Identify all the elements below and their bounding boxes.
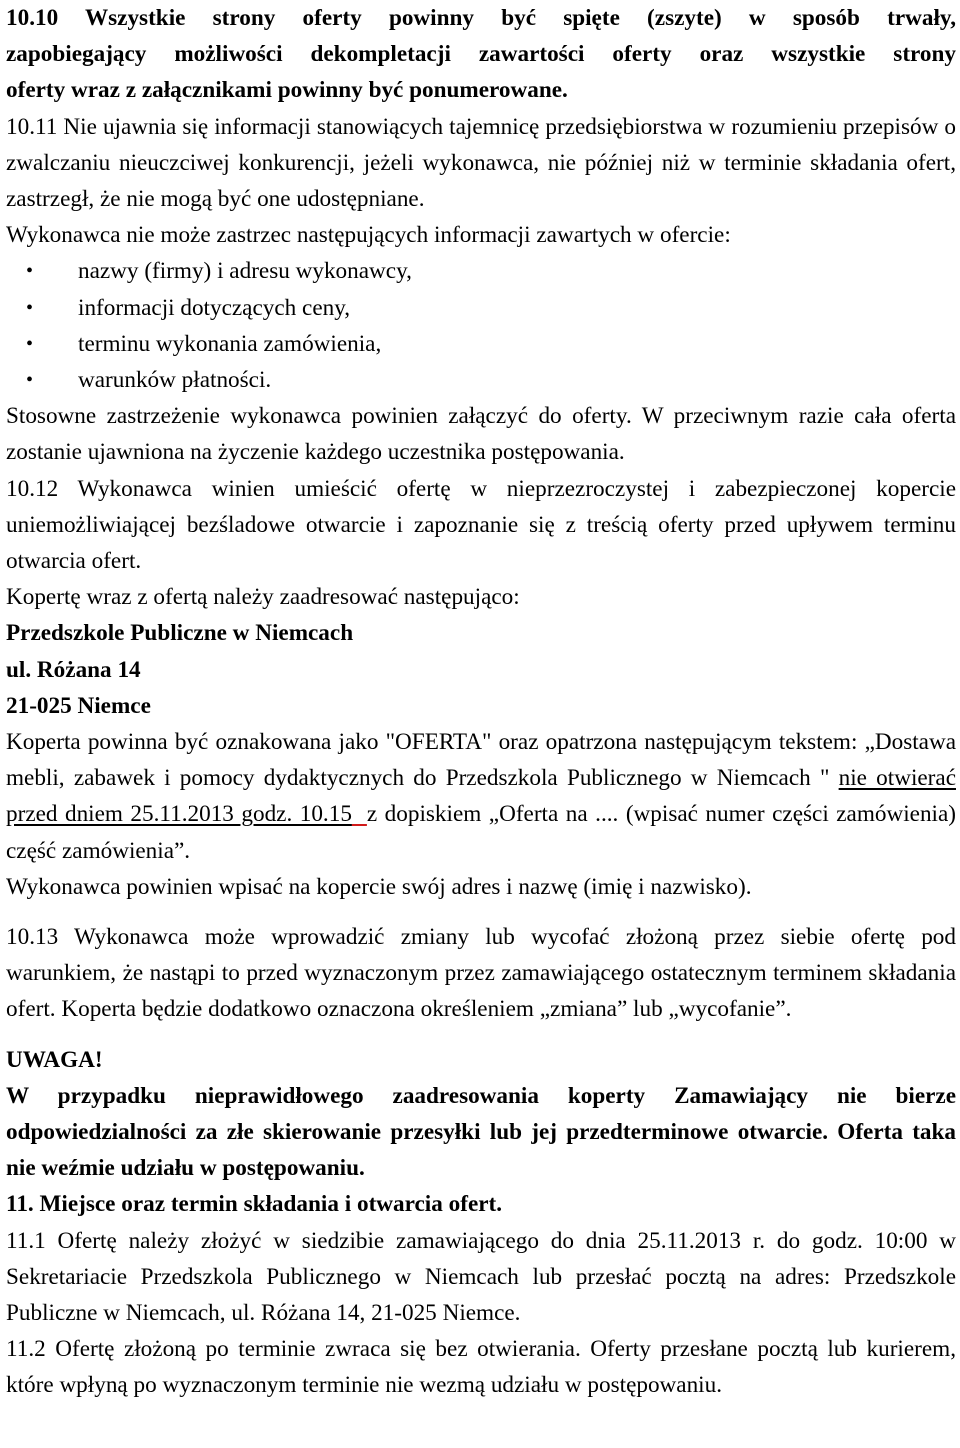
section-10-10 (6, 0, 956, 109)
section-11-1: 11.1 Ofertę należy złożyć w siedzibie zamawiającego do dnia 25.11.2013 r. do godz. 10:00 w Sekretariacie Przedszkola Publicznego w Niemcach lub przesłać pocztą na adres: Przedszkole Publiczne w Niemcach, ul. Różana 14, 21-025 Niemce. (6, 1227, 956, 1327)
warning-title: UWAGA! (6, 1046, 103, 1073)
address-line-street: ul. Różana 14 (6, 656, 141, 683)
section-10-11 (6, 109, 956, 471)
spacer (6, 1028, 956, 1042)
red-underline-mark (352, 801, 367, 827)
address-intro: Kopertę wraz z ofertą należy zaadresować następująco: (6, 584, 520, 611)
envelope-label-instructions: Koperta powinna być oznakowana jako "OFERTA" oraz opatrzona następującym tekstem: „Dostawa mebli, zabawek i pomocy dydaktycznych do Przedszkola Publicznego w Niemcach " nie otwierać przed dniem 25.11.2013 godz. 10.15 z dopiskiem „Oferta na .... (wpisać numer części zamówienia) część zamówienia”. (6, 729, 957, 864)
excluded-info-list (6, 253, 956, 398)
address-line-city: 21-025 Niemce (6, 692, 151, 719)
spacer (6, 905, 956, 919)
do-not-open-notice: nie otwierać przed dniem 25.11.2013 godz. 10.15 (6, 765, 956, 828)
address-line-name: Przedszkole Publiczne w Niemcach (6, 620, 354, 647)
bullet-icon: • (26, 368, 34, 391)
list-item: • terminu wykonania zamówienia, (6, 326, 956, 362)
list-item: • nazwy (firmy) i adresu wykonawcy, (6, 253, 956, 289)
document-page (6, 0, 956, 1404)
section-10-10-line3: oferty wraz z załącznikami powinny być ponumerowane. (6, 77, 568, 104)
section-10-11-intro: Wykonawca nie może zastrzec następujących informacji zawartych w ofercie: (6, 222, 731, 249)
list-item: • warunków płatności. (6, 362, 956, 398)
bullet-icon: • (26, 332, 34, 355)
bullet-icon: • (26, 296, 34, 319)
section-10-10-line2: zapobiegający możliwości dekompletacji zawartości oferty oraz wszystkie strony (6, 41, 956, 68)
section-11-2: 11.2 Ofertę złożoną po terminie zwraca się bez otwierania. Oferty przesłane pocztą lub kurierem, które wpłyną po wyznaczonym terminie nie wezmą udziału w postępowaniu. (6, 1336, 956, 1399)
section-10-11-paragraph: 10.11 Nie ujawnia się informacji stanowiących tajemnicę przedsiębiorstwa w rozumieniu przepisów o zwalczaniu nieuczciwej konkurencji, jeżeli wykonawca, nie później niż w terminie składania ofert, zastrzegł, że nie mogą być one udostępniane. (6, 113, 956, 213)
bullet-icon: • (26, 260, 34, 283)
section-10-13 (6, 919, 956, 1028)
section-10-13-paragraph: 10.13 Wykonawca może wprowadzić zmiany lub wycofać złożoną przez siebie ofertę pod warunkiem, że nastąpi to przed wyznaczonym przez zamawiającego ostatecznym terminem składania ofert. Koperta będzie dodatkowo oznaczona określeniem „zmiana” lub „wycofanie”. (6, 924, 956, 1023)
section-10-12 (6, 471, 956, 905)
section-10-11-closing: Stosowne zastrzeżenie wykonawca powinien załączyć do oferty. W przeciwnym razie cała oferta zostanie ujawniona na życzenie każdego uczestnika postępowania. (6, 403, 956, 466)
envelope-sender-instruction: Wykonawca powinien wpisać na kopercie swój adres i nazwę (imię i nazwisko). (6, 873, 752, 900)
warning-text: W przypadku nieprawidłowego zaadresowania koperty Zamawiający nie bierze odpowiedzialności za złe skierowanie przesyłki lub jej przedterminowe otwarcie. Oferta taka nie weźmie udziału w postępowaniu. (6, 1082, 956, 1182)
section-11 (6, 1186, 956, 1403)
section-10-12-paragraph: 10.12 Wykonawca winien umieścić ofertę w nieprzezroczystej i zabezpieczonej kopercie uniemożliwiającej bezśladowe otwarcie i zapoznanie się z treścią oferty przed upływem terminu otwarcia ofert. (6, 475, 956, 574)
section-10-10-line1: 10.10 Wszystkie strony oferty powinny być spięte (zszyte) w sposób trwały, (6, 5, 956, 31)
warning-block (6, 1042, 956, 1187)
section-11-heading: 11. Miejsce oraz termin składania i otwarcia ofert. (6, 1191, 503, 1218)
list-item: • informacji dotyczących ceny, (6, 290, 956, 326)
